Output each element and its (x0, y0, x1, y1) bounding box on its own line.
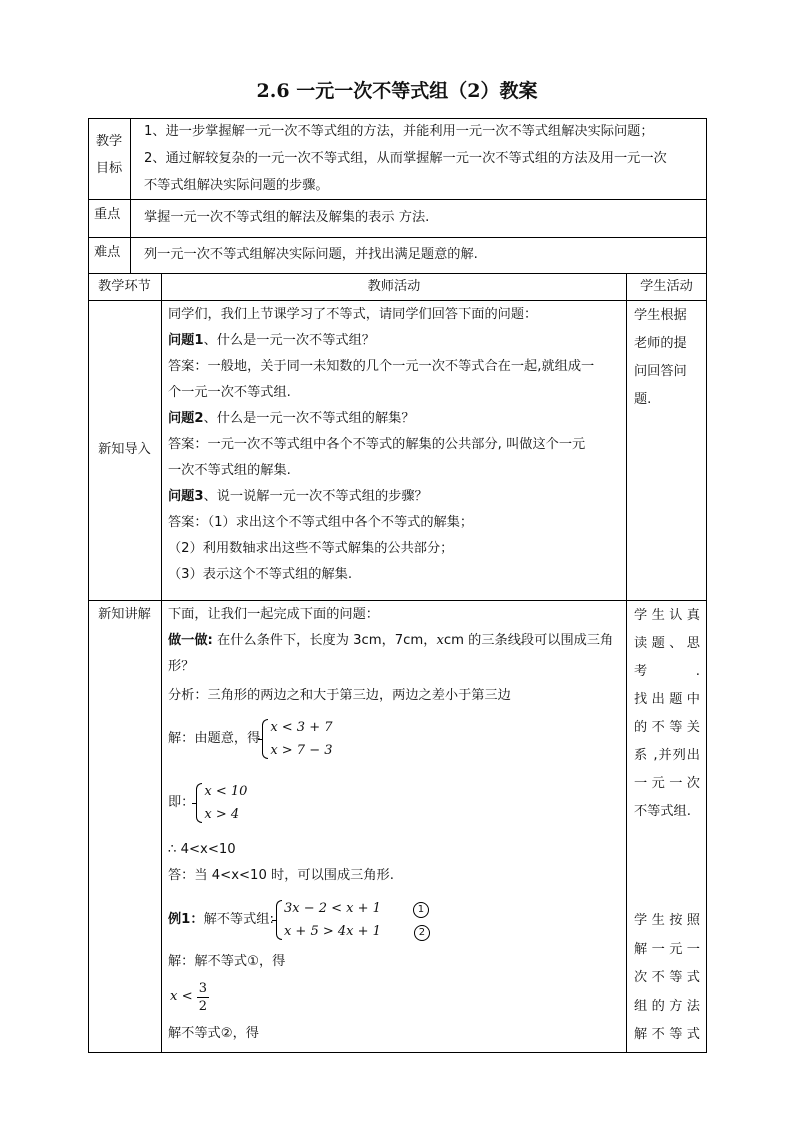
section2-intro: 下面，让我们一起完成下面的问题： (168, 607, 379, 622)
s2-student1-line-3: 找 出 题 中 (634, 692, 700, 707)
system1-row-2: x > 7 − 3 (270, 743, 333, 758)
objective-line-1: 1、进一步掌握解一元一次不等式组的方法，并能利用一元一次不等式组解决实际问题； (144, 124, 654, 139)
difficulty-text: 列一元一次不等式组解决实际问题，并找出满足题意的解. (144, 247, 478, 262)
q3-text: 、说一说解一元一次不等式组的步骤？ (203, 489, 428, 504)
s2-student2-line-4: 组 的 方 法 (634, 998, 700, 1014)
section1-teacher (168, 302, 624, 588)
page-title: 2.6 一元一次不等式组（2）教案 (256, 80, 538, 102)
fraction-denominator: 2 (198, 998, 207, 1014)
row-line-2 (88, 237, 707, 238)
answer-2-line-2: 一次不等式组的解集. (168, 463, 291, 478)
system2-row-1: x < 10 (204, 784, 248, 799)
header-stage: 教学环节 (98, 279, 151, 294)
section1-student-line-2: 老师的提 (634, 336, 687, 351)
answer-3-line-1: 答案：（1）求出这个不等式组中各个不等式的解集； (168, 515, 474, 530)
answer-3-line-2: （2）利用数轴求出这些不等式解集的公共部分； (168, 541, 454, 556)
section2-student-2 (634, 907, 700, 1050)
s2-student1-line-5: 系 ,并列出 (634, 748, 700, 763)
table-border-right (706, 118, 707, 1053)
q2-text: 、什么是一元一次不等式组的解集？ (203, 411, 415, 426)
q1-text: 、什么是一元一次不等式组？ (203, 333, 375, 348)
s2-student2-line-1: 学 生 按 照 (634, 913, 700, 928)
key-label: 重点 (94, 207, 121, 222)
section2-teacher (168, 602, 624, 1047)
fraction-numerator: 3 (198, 980, 207, 996)
objective-label: 教学目标 (95, 134, 123, 176)
key-text: 掌握一元一次不等式组的解法及解集的表示 方法. (144, 210, 430, 225)
therefore-line: ∴ 4<x<10 (168, 842, 236, 857)
system2-row-2: x > 4 (204, 807, 240, 822)
objective-text (144, 118, 704, 199)
task-text-a: 在什么条件下，长度为 3cm，7cm， (212, 633, 437, 648)
section2-student-1 (634, 602, 700, 826)
s2-student1-line-7: 不等式组. (634, 804, 691, 819)
example-label: 例1： (168, 912, 204, 927)
row-line-5 (88, 600, 707, 601)
analysis-text: 分析：三角形的两边之和大于第三边，两边之差小于第三边 (168, 688, 511, 703)
s2-student1-line-2: 读题、思考. (634, 636, 700, 679)
system3-row-2 (284, 920, 430, 943)
header-student: 学生活动 (640, 279, 693, 294)
section2-stage: 新知讲解 (98, 607, 151, 622)
circle-mark-2: 2 (414, 925, 430, 941)
task-text-b: cm 的三条线段可以围成三角 (443, 633, 614, 648)
s2-student1-line-6: 一 元 一 次 (634, 776, 700, 791)
section1-student-line-4: 题. (634, 392, 652, 407)
s2-student2-line-2: 解 一 元 一 (634, 941, 700, 957)
s2-student2-line-3: 次 不 等 式 (634, 970, 700, 985)
objective-line-3: 不等式组解决实际问题的步骤。 (144, 178, 329, 193)
solution-prefix: 解：由题意，得 (168, 731, 261, 746)
section1-student (634, 302, 700, 414)
system3-eq-1: 3x − 2 < x + 1 (283, 901, 381, 916)
row-line-4 (88, 300, 707, 301)
task-var: x (436, 633, 444, 648)
task-label: 做一做: (168, 633, 213, 648)
s2-student2-line-5: 解 不 等 式 (634, 1027, 700, 1042)
table-border-left (88, 118, 89, 1053)
system3-row-1 (284, 897, 430, 920)
student-divider (626, 273, 627, 1053)
q1-label: 问题1 (168, 333, 204, 348)
section1-student-line-1: 学生根据 (634, 308, 687, 323)
task-line-2: 形？ (168, 659, 195, 674)
circle-mark-1: 1 (413, 902, 429, 918)
row-line-1 (88, 199, 707, 200)
system1-row-1: x < 3 + 7 (270, 720, 333, 735)
q3-label: 问题3 (168, 489, 204, 504)
section1-stage: 新知导入 (98, 442, 151, 457)
answer-2-line-1: 答案：一元一次不等式组中各个不等式的解集的公共部分, 叫做这个一元 (168, 437, 586, 452)
fraction-result (168, 975, 624, 1019)
system3-eq-2: x + 5 > 4x + 1 (283, 924, 381, 939)
lesson-plan-table (88, 118, 707, 1053)
ji-prefix: 即： (168, 795, 195, 810)
stage-divider (161, 273, 162, 1053)
s2-student1-line-4: 的 不 等 关 (634, 720, 700, 735)
fraction (197, 980, 209, 1015)
example-text: 解不等式组: (203, 912, 274, 927)
answer-1-line-1: 答案：一般地，关于同一未知数的几个一元一次不等式合在一起,就组成一 (168, 359, 595, 374)
section1-student-line-3: 问回答问 (634, 364, 687, 379)
inequality-system-3 (274, 897, 430, 943)
question-1 (168, 328, 624, 354)
inequality-system-1 (260, 716, 332, 762)
difficulty-label: 难点 (94, 245, 121, 260)
header-teacher: 教师活动 (367, 279, 421, 294)
answer-1-line-2: 个一元一次不等式组. (168, 385, 291, 400)
question-2 (168, 406, 624, 432)
fraction-lhs: x < (170, 989, 193, 1004)
solution-system-2 (168, 777, 624, 829)
s2-student1-line-1: 学 生 认 真 (634, 608, 700, 623)
example-1 (168, 895, 624, 945)
row-line-3 (88, 273, 707, 274)
inequality-system-2 (194, 780, 247, 826)
row-line-bottom (88, 1052, 707, 1053)
q2-label: 问题2 (168, 411, 204, 426)
solution-system-1 (168, 713, 624, 765)
answer-line: 答：当 4<x<10 时，可以围成三角形. (168, 868, 394, 883)
answer-3-line-3: （3）表示这个不等式组的解集. (168, 567, 353, 582)
question-3 (168, 484, 624, 510)
objective-line-2: 2、通过解较复杂的一元一次不等式组，从而掌握解一元一次不等式组的方法及用一元一次 (144, 151, 667, 166)
step-2: 解不等式②，得 (168, 1026, 259, 1041)
step-1: 解：解不等式①，得 (168, 954, 286, 969)
task-line-1 (168, 628, 624, 654)
section1-intro: 同学们，我们上节课学习了不等式，请同学们回答下面的问题： (168, 307, 538, 322)
